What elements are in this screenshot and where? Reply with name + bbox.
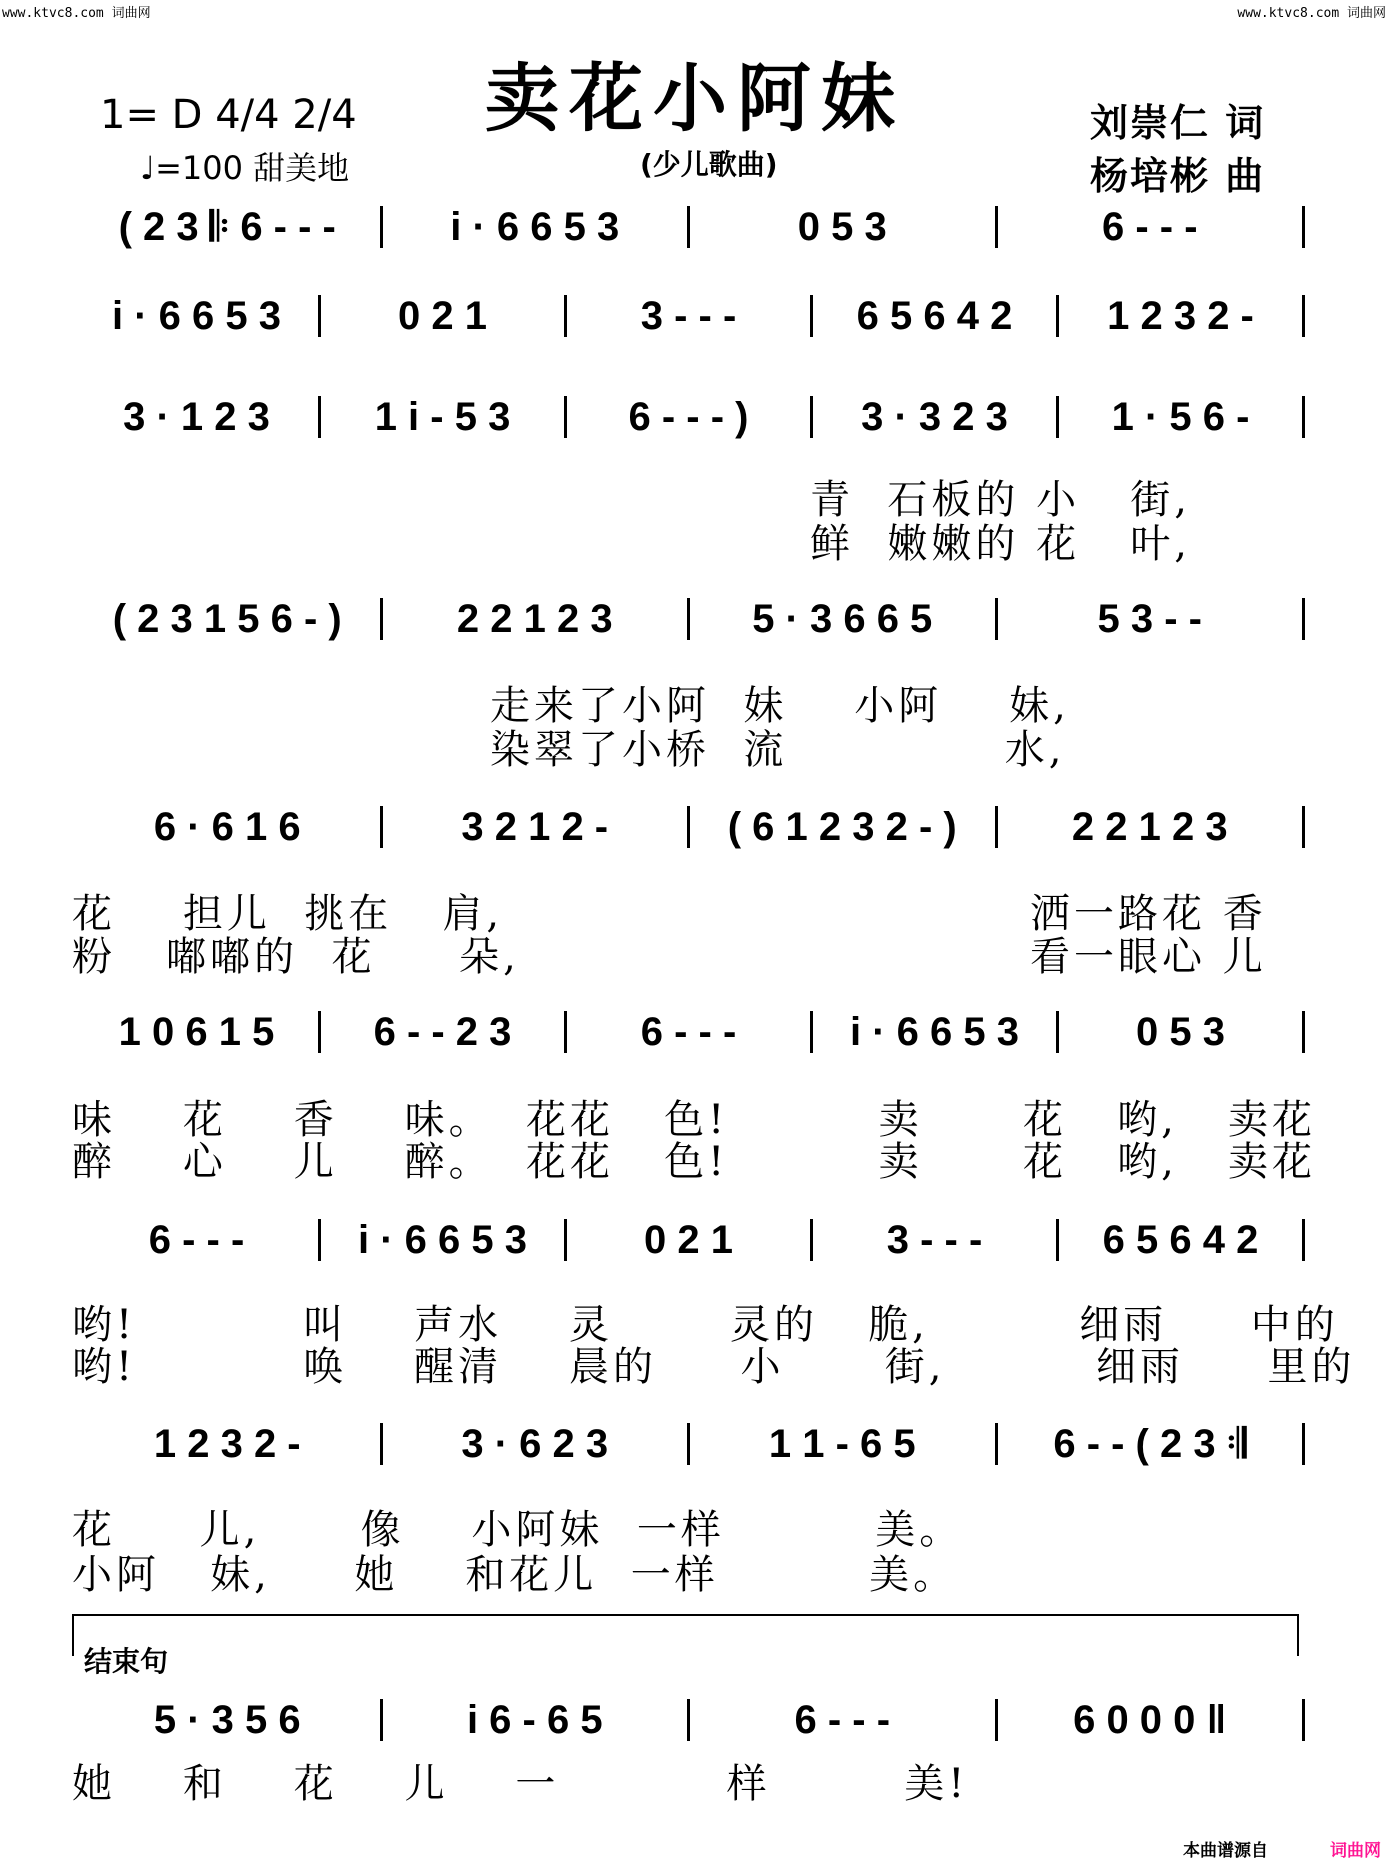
notation-line: [75, 594, 1305, 644]
bar-line: [1302, 806, 1305, 848]
measure: 6 - - ( 2 3 𝄇: [1053, 1421, 1247, 1466]
measure: 2 2 1 2 3: [456, 596, 613, 641]
measure: 6 - - -: [1101, 204, 1198, 249]
measure: 3 · 1 2 3: [123, 394, 270, 439]
notation-line: [75, 1215, 1305, 1265]
measure: 2 2 1 2 3: [1071, 804, 1228, 849]
measure: 3 2 1 2 -: [461, 804, 609, 849]
notation-line: [75, 1695, 1305, 1745]
measure: i 6 - 6 5: [466, 1697, 603, 1742]
lyricist: 刘崇仁 词: [1090, 101, 1266, 145]
lyric-line: 小阿 妹, 她 和花儿 一样 美。: [72, 1552, 958, 1598]
measure: 1 2 3 2 -: [153, 1421, 301, 1466]
ending-label: 结束句: [84, 1645, 169, 1678]
subtitle: (少儿歌曲): [640, 148, 778, 181]
measure: 6 5 6 4 2: [856, 293, 1013, 338]
key-signature: 1= D 4/4 2/4: [100, 92, 357, 138]
measure: i · 6 6 5 3: [112, 293, 281, 338]
measure: ( 6 1 2 3 2 - ): [727, 804, 957, 849]
notation-line: [75, 802, 1305, 852]
composer: 杨培彬 曲: [1090, 154, 1266, 198]
lyric-line: 她 和 花 儿 一 样 美!: [72, 1761, 969, 1807]
measure: 6 - - -: [640, 1009, 737, 1054]
measure: 5 · 3 5 6: [153, 1697, 301, 1742]
footer-site-link[interactable]: 词曲网: [1330, 1841, 1381, 1859]
measure: 1 i - 5 3: [374, 394, 511, 439]
footer-source: 本曲谱源自: [1183, 1841, 1268, 1859]
measure: 0 2 1: [644, 1217, 733, 1262]
bar-line: [1302, 1423, 1305, 1465]
lyric-line: 醉 心 儿 醉。 花花 色! 卖 花 哟, 卖花: [72, 1139, 1316, 1185]
lyric-line: 染翠了小桥 流 水,: [490, 727, 1066, 773]
bar-line: [1302, 295, 1305, 337]
measure: 5 · 3 6 6 5: [752, 596, 933, 641]
lyric-line: 洒一路花 香: [1030, 891, 1267, 937]
lyric-line: 花 担儿 挑在 肩,: [72, 891, 504, 937]
notation-line: [75, 392, 1305, 442]
measure: 6 5 6 4 2: [1102, 1217, 1259, 1262]
notation-line: [75, 202, 1305, 252]
lyric-line: 粉 嘟嘟的 花 朵,: [72, 934, 520, 980]
measure: i · 6 6 5 3: [450, 204, 620, 249]
tempo-marking: ♩=100 甜美地: [140, 149, 350, 187]
lyric-line: 味 花 香 味。 花花 色! 卖 花 哟, 卖花: [72, 1097, 1316, 1143]
bar-line: [1302, 1219, 1305, 1261]
lyric-line: 哟! 叫 声水 灵 灵的 脆, 细雨 中的: [72, 1302, 1339, 1348]
measure: 3 - - -: [886, 1217, 983, 1262]
measure: 6 · 6 1 6: [153, 804, 301, 849]
measure: i · 6 6 5 3: [850, 1009, 1019, 1054]
measure: 6 - - -: [794, 1697, 891, 1742]
notation-line: [75, 291, 1305, 341]
watermark-right: www.ktvc8.com 词曲网: [1237, 6, 1386, 21]
measure: 1 · 5 6 -: [1111, 394, 1250, 439]
lyric-line: 青 石板的 小 街,: [810, 477, 1192, 523]
measure: i · 6 6 5 3: [358, 1217, 527, 1262]
bar-line: [1302, 598, 1305, 640]
measure: 6 0 0 0 ‖: [1073, 1697, 1227, 1742]
bar-line: [1302, 396, 1305, 438]
measure: 6 - - -: [148, 1217, 245, 1262]
measure: 1 1 - 6 5: [768, 1421, 916, 1466]
lyric-line: 花 儿, 像 小阿妹 一样 美。: [72, 1507, 964, 1553]
measure: 0 2 1: [398, 293, 487, 338]
ending-bracket: [72, 1614, 1299, 1656]
lyric-line: 看一眼心 儿: [1030, 934, 1267, 980]
measure: 3 · 3 2 3: [861, 394, 1008, 439]
bar-line: [1302, 1699, 1305, 1741]
song-title: 卖花小阿妹: [485, 56, 905, 142]
measure: 5 3 - -: [1097, 596, 1202, 641]
lyric-line: 哟! 唤 醒清 晨的 小 街, 细雨 里的: [72, 1344, 1356, 1390]
bar-line: [1302, 1011, 1305, 1053]
notation-line: [75, 1007, 1305, 1057]
measure: 1 0 6 1 5: [118, 1009, 275, 1054]
bar-line: [1302, 206, 1305, 248]
notation-line: [75, 1419, 1305, 1469]
lyric-line: 鲜 嫩嫩的 花 叶,: [810, 521, 1192, 567]
lyric-line: 走来了小阿 妹 小阿 妹,: [490, 683, 1070, 729]
measure: 0 5 3: [797, 204, 887, 249]
measure: 1 2 3 2 -: [1107, 293, 1254, 338]
measure: 3 - - -: [640, 293, 737, 338]
measure: ( 2 3 1 5 6 - ): [112, 596, 342, 641]
watermark-left: www.ktvc8.com 词曲网: [2, 6, 151, 21]
measure: 0 5 3: [1136, 1009, 1225, 1054]
measure: 6 - - 2 3: [373, 1009, 512, 1054]
measure: ( 2 3 𝄆 6 - - -: [118, 204, 336, 249]
measure: 6 - - - ): [628, 394, 749, 439]
measure: 3 · 6 2 3: [461, 1421, 609, 1466]
